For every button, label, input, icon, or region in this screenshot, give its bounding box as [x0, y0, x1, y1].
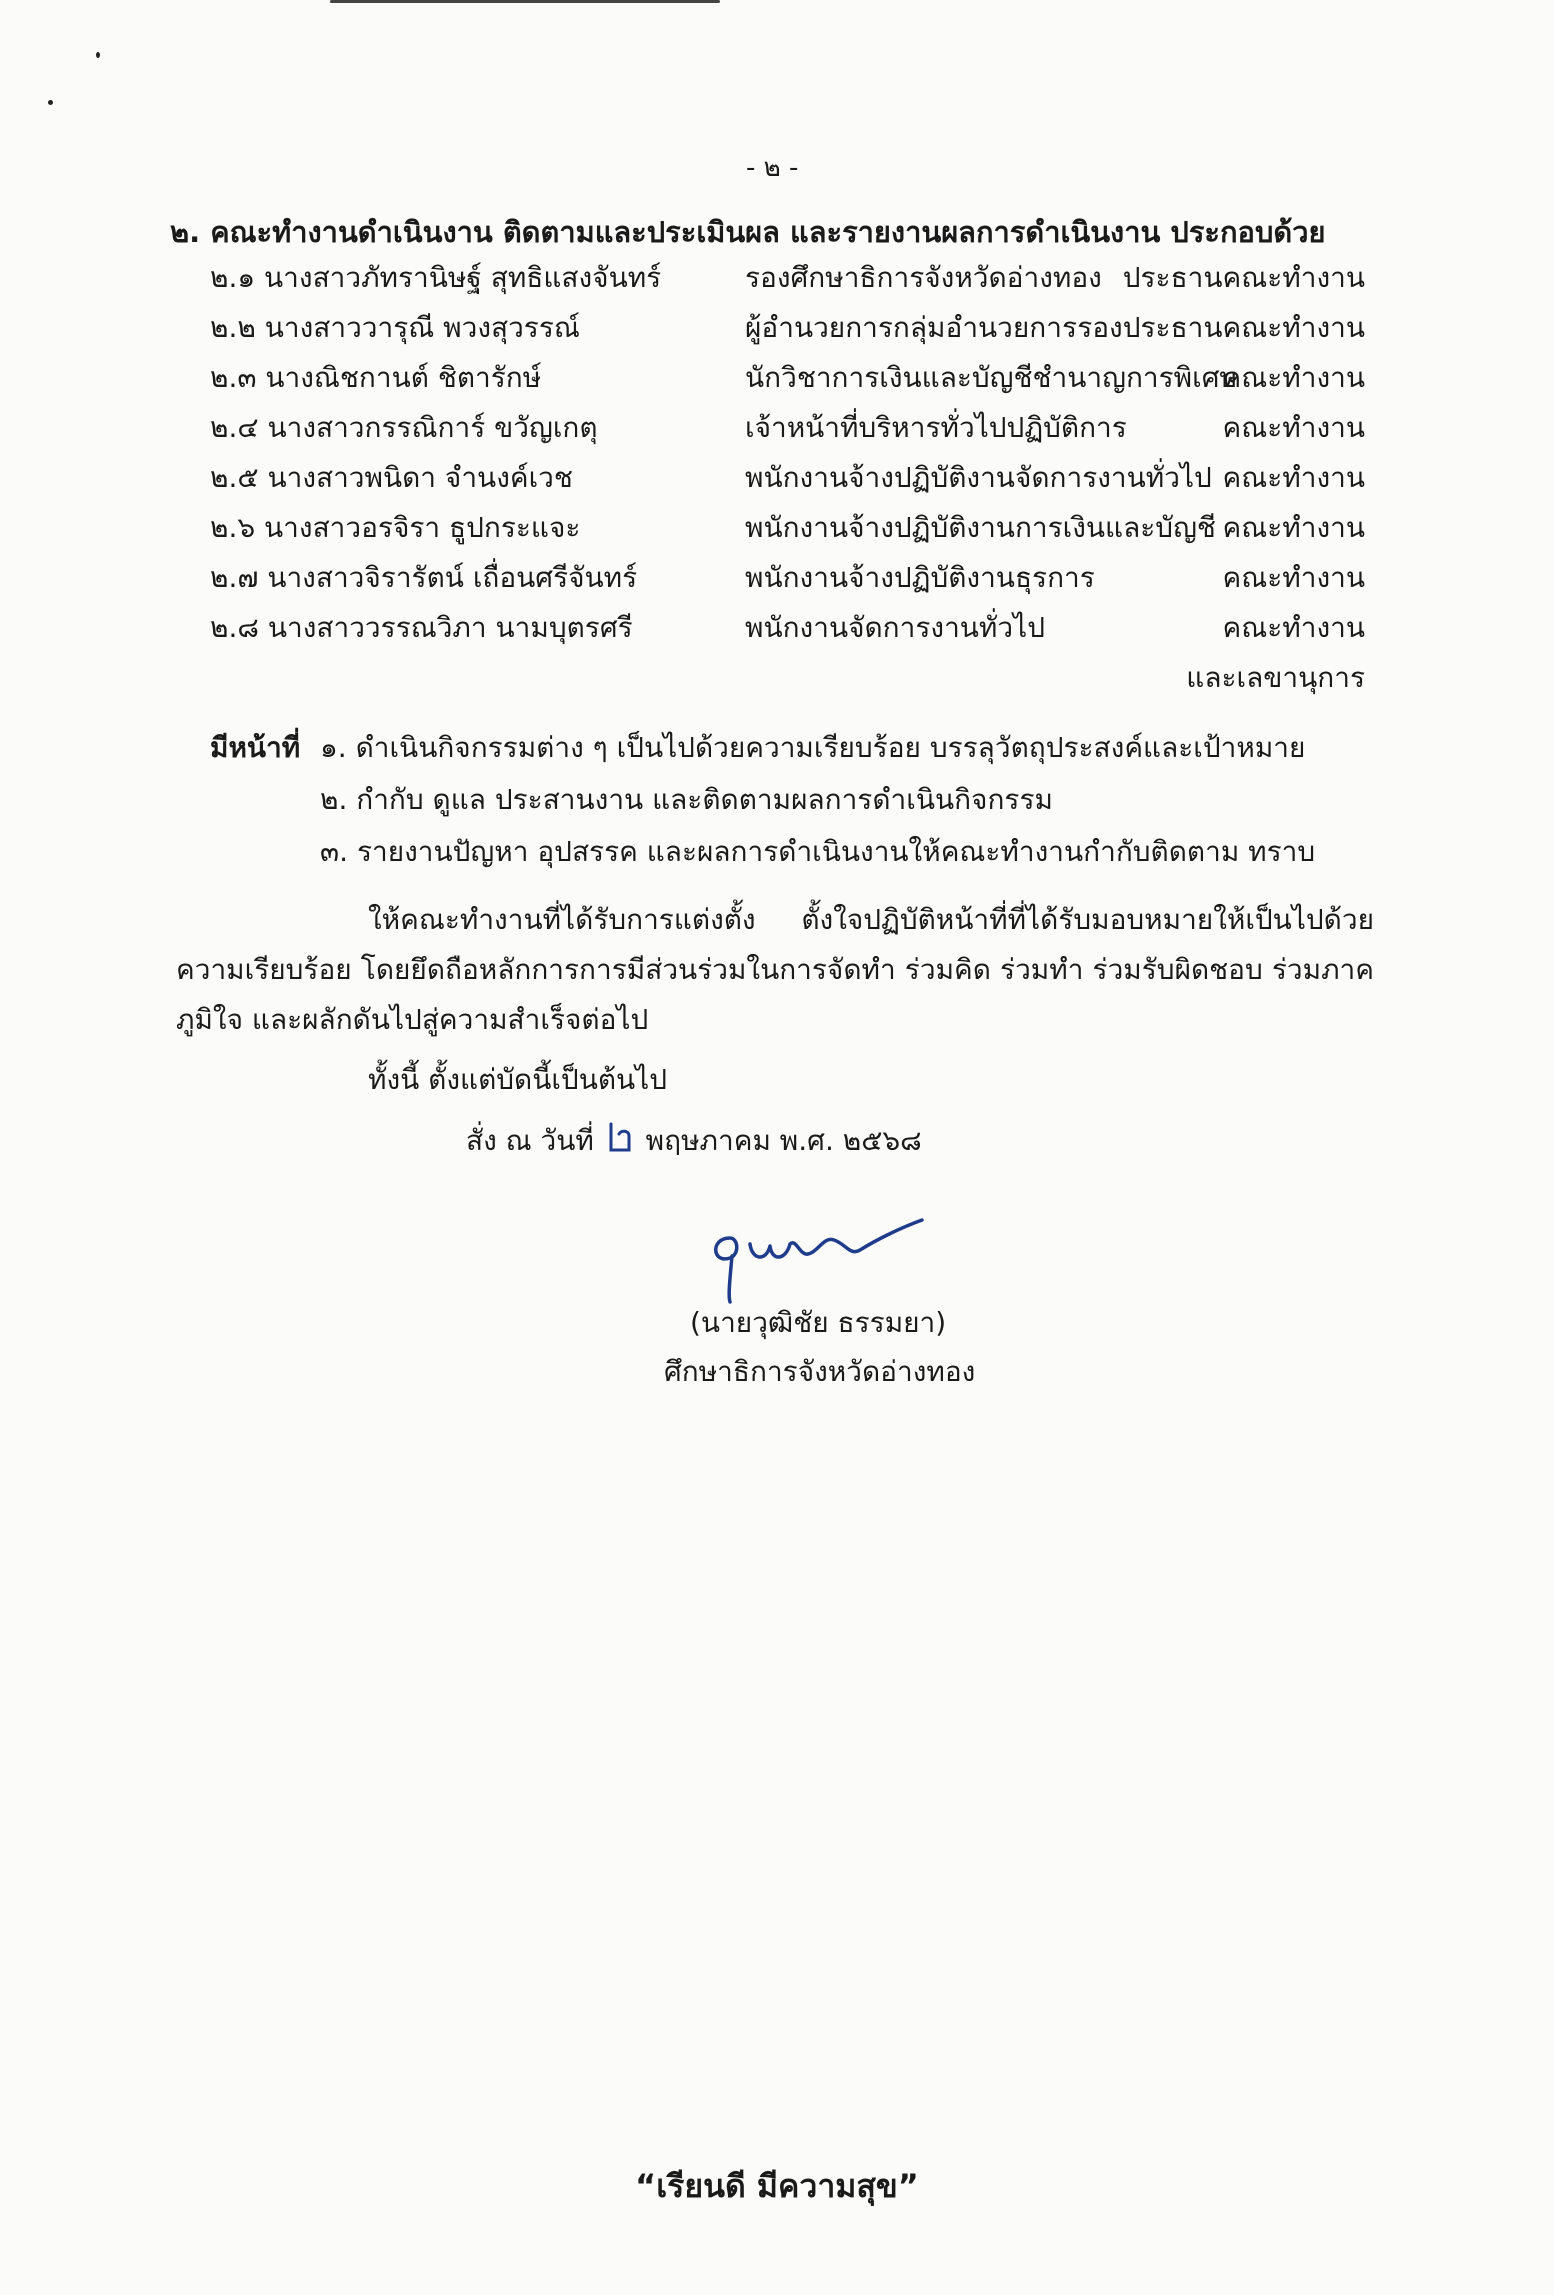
member-position: ผู้อำนวยการกลุ่มอำนวยการ: [745, 311, 1078, 344]
member-name: ๒.๕ นางสาวพนิดา จำนงค์เวช: [210, 461, 573, 494]
duty-item: ๒. กำกับ ดูแล ประสานงาน และติดตามผลการดำเนินกิจกรรม: [320, 783, 1053, 816]
member-name: ๒.๒ นางสาววารุณี พวงสุวรรณ์: [210, 311, 580, 344]
section-title: ๒. คณะทำงานดำเนินงาน ติดตามและประเมินผล และรายงานผลการดำเนินงาน ประกอบด้วย: [170, 215, 1326, 249]
member-role-continuation: และเลขานุการ: [1186, 661, 1365, 694]
member-position: พนักงานจ้างปฏิบัติงานจัดการงานทั่วไป: [745, 461, 1212, 494]
scan-speck: [48, 100, 53, 105]
page-number: - ๒ -: [746, 153, 799, 183]
member-name: ๒.๑ นางสาวภัทรานิษฐ์ สุทธิแสงจันทร์: [210, 261, 662, 294]
motto: “เรียนดี มีความสุข”: [635, 2167, 919, 2205]
member-role: คณะทำงาน: [1222, 361, 1365, 394]
member-role: รองประธานคณะทำงาน: [1077, 311, 1365, 344]
handwritten-day-mark: [607, 1120, 633, 1156]
member-name: ๒.๘ นางสาววรรณวิภา นามบุตรศรี: [210, 611, 633, 644]
member-role: คณะทำงาน: [1222, 611, 1365, 644]
order-date: [466, 1120, 922, 1161]
member-role: ประธานคณะทำงาน: [1122, 261, 1365, 294]
member-position: เจ้าหน้าที่บริหารทั่วไปปฏิบัติการ: [745, 411, 1127, 444]
member-role: คณะทำงาน: [1222, 561, 1365, 594]
signatory-name: (นายวุฒิชัย ธรรมยา): [690, 1306, 947, 1339]
duty-item: ๑. ดำเนินกิจกรรมต่าง ๆ เป็นไปด้วยความเรียบร้อย บรรลุวัตถุประสงค์และเป้าหมาย: [320, 731, 1306, 764]
member-role: คณะทำงาน: [1222, 461, 1365, 494]
signature-mark: [700, 1198, 930, 1308]
scan-speck: [96, 52, 100, 58]
effective-clause: ทั้งนี้ ตั้งแต่บัดนี้เป็นต้นไป: [368, 1063, 668, 1096]
member-position: พนักงานจัดการงานทั่วไป: [745, 611, 1045, 644]
duty-item: ๓. รายงานปัญหา อุปสรรค และผลการดำเนินงานให้คณะทำงานกำกับติดตาม ทราบ: [320, 835, 1316, 868]
scan-edge-mark: [330, 0, 720, 3]
order-date-suffix: พฤษภาคม พ.ศ. ๒๕๖๘: [645, 1124, 922, 1157]
instruction-paragraph: ให้คณะทำงานที่ได้รับการแต่งตั้ง ตั้งใจปฏิบัติหน้าที่ที่ได้รับมอบหมายให้เป็นไปด้วยความเรียบร้อย โดยยึดถือหลักการการมีส่วนร่วมในการจัดทำ ร่วมคิด ร่วมทำ ร่วมรับผิดชอบ ร่วมภาคภูมิใจ และผลักดันไปสู่ความสำเร็จต่อไป: [176, 903, 1374, 1036]
order-date-prefix: สั่ง ณ วันที่: [466, 1124, 594, 1157]
member-position: รองศึกษาธิการจังหวัดอ่างทอง: [745, 261, 1102, 294]
member-name: ๒.๗ นางสาวจิรารัตน์ เถื่อนศรีจันทร์: [210, 561, 638, 594]
member-position: พนักงานจ้างปฏิบัติงานธุรการ: [745, 561, 1095, 594]
duties-label: มีหน้าที่: [210, 731, 301, 764]
member-role: คณะทำงาน: [1222, 511, 1365, 544]
member-position: พนักงานจ้างปฏิบัติงานการเงินและบัญชี: [745, 511, 1216, 544]
member-position: นักวิชาการเงินและบัญชีชำนาญการพิเศษ: [745, 361, 1238, 394]
member-name: ๒.๓ นางณิชกานต์ ชิตารักษ์: [210, 361, 542, 394]
signatory-position: ศึกษาธิการจังหวัดอ่างทอง: [664, 1355, 976, 1388]
member-name: ๒.๖ นางสาวอรจิรา ธูปกระแจะ: [210, 511, 581, 544]
member-name: ๒.๔ นางสาวกรรณิการ์ ขวัญเกตุ: [210, 411, 598, 444]
member-role: คณะทำงาน: [1222, 411, 1365, 444]
